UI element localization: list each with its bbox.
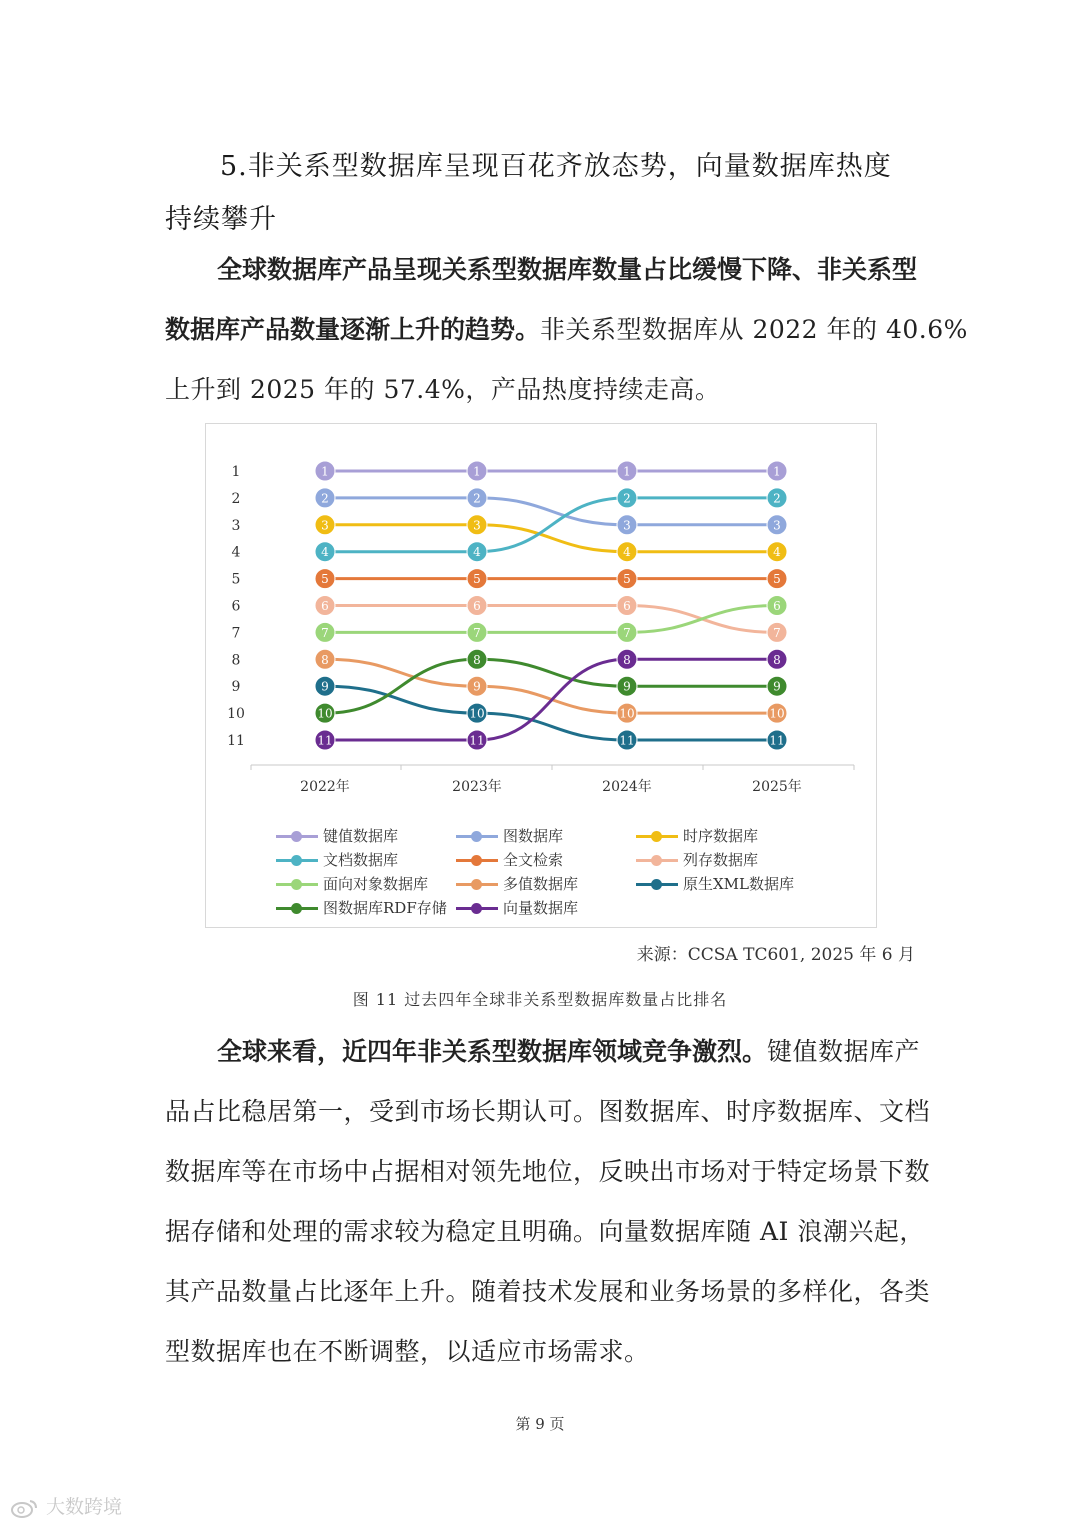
legend-swatch-icon xyxy=(456,879,498,889)
y-tick-label: 9 xyxy=(231,679,241,696)
series-3-point-label: 2 xyxy=(623,491,631,506)
series-0-point-label: 1 xyxy=(473,464,481,479)
legend-swatch-icon xyxy=(276,903,318,913)
series-6-line xyxy=(325,606,777,633)
series-3-point-label: 4 xyxy=(321,545,329,560)
series-2-point-label: 3 xyxy=(473,518,481,533)
weibo-logo-icon xyxy=(10,1498,40,1518)
ranking-chart xyxy=(205,423,877,928)
heading-line-1: 5.非关系型数据库呈现百花齐放态势，向量数据库热度 xyxy=(220,151,892,182)
analysis-line-4: 据存储和处理的需求较为稳定且明确。向量数据库随 AI 浪潮兴起， xyxy=(165,1217,925,1246)
legend-swatch-dot xyxy=(471,855,482,866)
series-2-point-label: 3 xyxy=(321,518,329,533)
series-10-point-label: 8 xyxy=(623,652,631,667)
legend-swatch-icon xyxy=(636,879,678,889)
intro-line-2-bold: 数据库产品数量逐渐上升的趋势。 xyxy=(165,315,541,344)
series-8-point-label: 11 xyxy=(619,733,635,748)
series-5-point-label: 6 xyxy=(473,599,481,613)
legend-swatch-icon xyxy=(456,903,498,913)
series-9-point-label: 8 xyxy=(473,652,481,667)
intro-line-1: 全球数据库产品呈现关系型数据库数量占比缓慢下降、非关系型 xyxy=(217,255,918,284)
series-9-line xyxy=(325,659,777,713)
series-5-point-label: 7 xyxy=(773,625,781,640)
figure-caption: 图 11 过去四年全球非关系型数据库数量占比排名 xyxy=(352,990,728,1009)
legend-swatch-icon xyxy=(456,831,498,841)
series-6-point-label: 7 xyxy=(321,625,329,640)
series-1-point-label: 3 xyxy=(773,518,781,533)
legend-label: 列存数据库 xyxy=(683,851,759,869)
series-8-point-label: 9 xyxy=(321,679,329,694)
series-3-point-label: 2 xyxy=(773,491,781,506)
series-8-point-label: 10 xyxy=(469,706,485,721)
series-9-point-label: 10 xyxy=(317,706,333,721)
analysis-line-1 xyxy=(165,1022,920,1082)
intro-line-3: 上升到 2025 年的 57.4%，产品热度持续走高。 xyxy=(165,375,721,404)
legend-swatch-dot xyxy=(471,831,482,842)
legend-swatch-dot xyxy=(651,879,662,890)
series-9-point-label: 9 xyxy=(773,679,781,694)
legend-swatch-dot xyxy=(291,831,302,842)
legend-label: 向量数据库 xyxy=(503,899,579,917)
chart-source: 来源：CCSA TC601, 2025 年 6 月 xyxy=(636,945,915,965)
y-tick-label: 6 xyxy=(231,598,241,615)
analysis-line-3: 数据库等在市场中占据相对领先地位，反映出市场对于特定场景下数 xyxy=(165,1157,931,1186)
legend-label: 图数据库RDF存储 xyxy=(323,899,447,917)
legend-label: 原生XML数据库 xyxy=(683,875,794,893)
analysis-line-1-bold: 全球来看，近四年非关系型数据库领域竞争激烈。 xyxy=(217,1037,768,1066)
x-tick-label: 2024年 xyxy=(602,779,652,795)
section-heading xyxy=(165,140,925,246)
legend-label: 全文检索 xyxy=(503,851,564,869)
series-7-point-label: 10 xyxy=(769,706,785,721)
series-7-point-label: 10 xyxy=(619,706,635,721)
x-tick-label: 2025年 xyxy=(752,779,802,795)
y-tick-label: 1 xyxy=(231,464,241,480)
series-9-point-label: 9 xyxy=(623,679,631,694)
series-7-point-label: 8 xyxy=(321,652,329,667)
legend-swatch-dot xyxy=(651,855,662,866)
analysis-line-2: 品占比稳居第一，受到市场长期认可。图数据库、时序数据库、文档 xyxy=(165,1097,931,1126)
legend-swatch-icon xyxy=(276,831,318,841)
x-tick-label: 2022年 xyxy=(300,779,350,795)
series-0-point-label: 1 xyxy=(321,464,329,479)
analysis-line-6: 型数据库也在不断调整，以适应市场需求。 xyxy=(165,1337,650,1366)
series-5-point-label: 6 xyxy=(623,599,631,613)
legend-swatch-icon xyxy=(636,855,678,865)
series-10-point-label: 11 xyxy=(317,733,333,748)
series-1-point-label: 2 xyxy=(473,491,481,506)
bump-chart-svg xyxy=(206,424,876,824)
intro-line-2 xyxy=(165,300,968,360)
legend-label: 键值数据库 xyxy=(323,827,399,845)
legend-swatch-icon xyxy=(276,879,318,889)
y-tick-label: 11 xyxy=(227,733,245,749)
y-tick-label: 3 xyxy=(231,517,241,534)
series-1-point-label: 3 xyxy=(623,518,631,533)
page-number: 第 9 页 xyxy=(515,1415,565,1433)
heading-line-2: 持续攀升 xyxy=(165,204,277,235)
y-tick-label: 2 xyxy=(231,490,241,507)
y-tick-label: 10 xyxy=(227,706,245,723)
intro-paragraph xyxy=(165,240,968,420)
series-4-point-label: 5 xyxy=(473,572,481,587)
series-7-point-label: 9 xyxy=(473,679,481,694)
y-tick-label: 5 xyxy=(231,571,241,588)
series-2-point-label: 4 xyxy=(773,545,781,560)
legend-label: 面向对象数据库 xyxy=(323,875,429,893)
series-5-line xyxy=(325,606,777,633)
legend-swatch-dot xyxy=(651,831,662,842)
legend-swatch-icon xyxy=(456,855,498,865)
series-2-point-label: 4 xyxy=(623,545,631,560)
series-10-point-label: 8 xyxy=(773,652,781,667)
legend-label: 多值数据库 xyxy=(503,875,579,893)
intro-line-2-rest: 非关系型数据库从 2022 年的 40.6% xyxy=(540,315,968,344)
legend-label: 时序数据库 xyxy=(683,827,759,845)
series-6-point-label: 6 xyxy=(773,599,781,613)
series-6-point-label: 7 xyxy=(473,625,481,640)
legend-label: 图数据库 xyxy=(503,827,564,845)
analysis-line-1-rest: 键值数据库产 xyxy=(767,1037,921,1066)
legend-swatch-dot xyxy=(291,855,302,866)
series-3-point-label: 4 xyxy=(473,545,481,560)
y-tick-label: 7 xyxy=(231,625,241,642)
legend-swatch-icon xyxy=(636,831,678,841)
y-tick-label: 8 xyxy=(231,652,241,669)
legend-label: 文档数据库 xyxy=(323,851,399,869)
series-6-point-label: 7 xyxy=(623,625,631,640)
series-4-point-label: 5 xyxy=(321,572,329,587)
series-10-point-label: 11 xyxy=(469,733,485,748)
series-4-point-label: 5 xyxy=(623,572,631,587)
legend-swatch-dot xyxy=(471,903,482,914)
series-4-point-label: 5 xyxy=(773,572,781,587)
series-1-point-label: 2 xyxy=(321,491,329,506)
legend-swatch-dot xyxy=(291,903,302,914)
y-tick-label: 4 xyxy=(231,544,241,561)
watermark-text: 大数跨境 xyxy=(46,1496,123,1518)
legend-swatch-dot xyxy=(291,879,302,890)
series-0-point-label: 1 xyxy=(623,464,631,479)
series-5-point-label: 6 xyxy=(321,599,329,613)
series-2-line xyxy=(325,525,777,552)
x-tick-label: 2023年 xyxy=(452,779,502,795)
analysis-line-5: 其产品数量占比逐年上升。随着技术发展和业务场景的多样化，各类 xyxy=(165,1277,931,1306)
legend-swatch-dot xyxy=(471,879,482,890)
series-1-line xyxy=(325,498,777,525)
legend-swatch-icon xyxy=(276,855,318,865)
series-0-point-label: 1 xyxy=(773,464,781,479)
series-8-point-label: 11 xyxy=(769,733,785,748)
analysis-paragraph xyxy=(165,1022,931,1382)
watermark xyxy=(10,1492,122,1519)
